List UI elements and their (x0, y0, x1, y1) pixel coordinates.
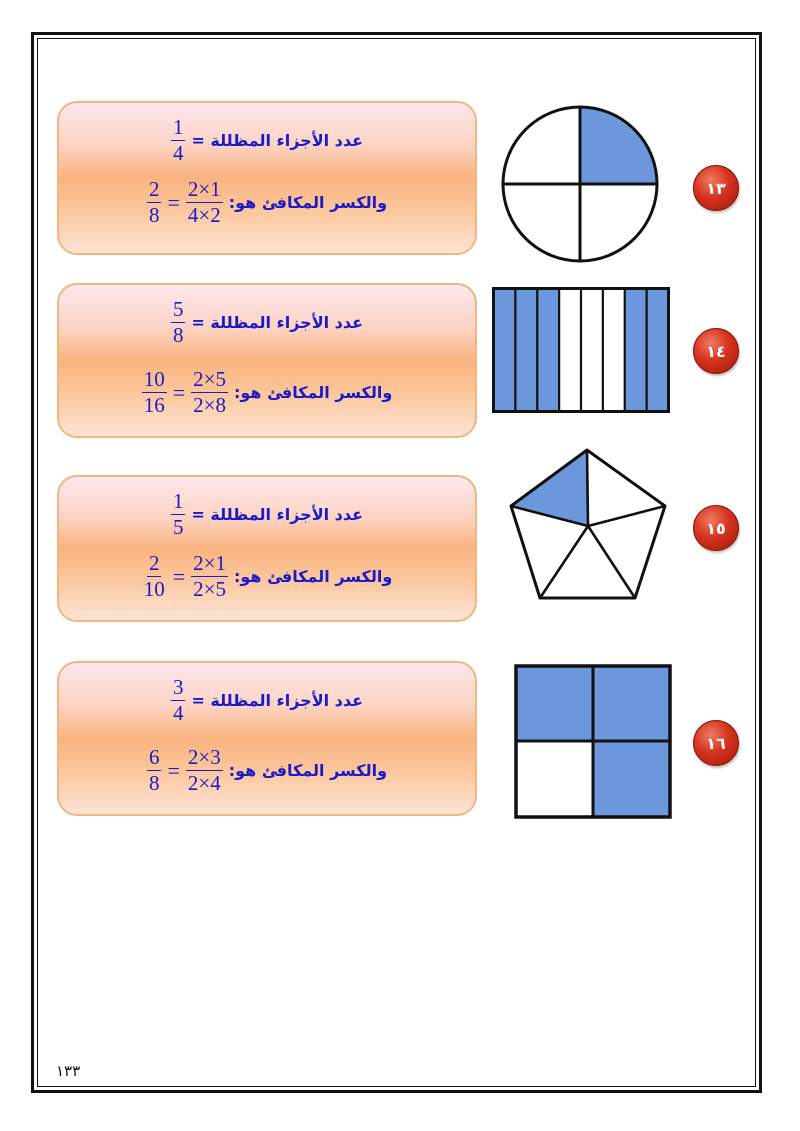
equivalent-fraction-label: والكسر المكافئ هو: (233, 567, 393, 586)
shaded-fraction: $\frac{5}{8}$ (172, 297, 184, 347)
equivalent-fraction-line (59, 179, 475, 226)
square-quarter-top-right (593, 666, 670, 741)
pentagon-figure (500, 447, 672, 603)
equals-sign: = (172, 563, 186, 589)
equivalent-result: $\frac{10}{16}$ (143, 367, 165, 417)
equivalent-fraction-line (59, 553, 475, 600)
strip-4 (559, 289, 581, 412)
equivalent-expression: $\frac{2\times 1}{2\times 5}$ (193, 551, 226, 601)
strip-1 (494, 289, 516, 412)
equivalent-fraction-label: والكسر المكافئ هو: (228, 193, 388, 212)
strip-3 (537, 289, 559, 412)
equivalent-expression: $\frac{2\times 1}{4\times 2}$ (187, 177, 221, 227)
equivalent-fraction-line (59, 747, 475, 794)
square-quarter-top-left (516, 666, 593, 741)
equivalent-expression: $\frac{2\times 3}{2\times 4}$ (187, 745, 221, 795)
shaded-parts-line (59, 677, 475, 724)
equivalent-expression: $\frac{2\times 5}{2\times 8}$ (193, 367, 226, 417)
shaded-fraction: $\frac{3}{4}$ (172, 675, 184, 725)
square-quarters-figure (514, 664, 672, 819)
vertical-strips-figure (492, 287, 670, 413)
strip-7 (625, 289, 647, 412)
strip-2 (515, 289, 537, 412)
circle-quarters-figure (500, 104, 660, 264)
equivalent-fraction-label: والكسر المكافئ هو: (228, 761, 388, 780)
shaded-fraction: $\frac{1}{5}$ (172, 489, 184, 539)
shaded-parts-label: عدد الأجزاء المظللة = (191, 313, 364, 332)
shaded-parts-label: عدد الأجزاء المظللة = (191, 691, 364, 710)
strip-5 (581, 289, 603, 412)
shaded-parts-label: عدد الأجزاء المظللة = (191, 131, 364, 150)
problem-number-badge: ١٤ (693, 328, 739, 374)
square-quarter-bottom-left (516, 741, 593, 817)
equivalent-result: $\frac{6}{8}$ (148, 745, 160, 795)
equivalent-fraction-line (59, 369, 475, 416)
problem-number-badge: ١٦ (693, 720, 739, 766)
problem-number-badge: ١٣ (693, 165, 739, 211)
shaded-parts-line (59, 491, 475, 538)
answer-card-14 (57, 283, 477, 438)
equals-sign: = (172, 379, 186, 405)
answer-card-15 (57, 475, 477, 622)
equivalent-result: $\frac{2}{10}$ (143, 551, 165, 601)
shaded-fraction: $\frac{1}{4}$ (172, 115, 184, 165)
shaded-parts-line (59, 299, 475, 346)
problem-number-badge: ١٥ (693, 505, 739, 551)
page-number: ١٣٣ (56, 1062, 81, 1080)
square-quarter-bottom-right (593, 741, 670, 817)
shaded-parts-label: عدد الأجزاء المظللة = (191, 505, 364, 524)
shaded-triangle (511, 450, 588, 526)
strip-6 (603, 289, 625, 412)
strip-8 (647, 289, 669, 412)
answer-card-13 (57, 101, 477, 255)
shaded-parts-line (59, 117, 475, 164)
answer-card-16 (57, 661, 477, 816)
equals-sign: = (167, 757, 180, 783)
equals-sign: = (167, 189, 180, 215)
equivalent-fraction-label: والكسر المكافئ هو: (233, 383, 393, 402)
equivalent-result: $\frac{2}{8}$ (148, 177, 160, 227)
